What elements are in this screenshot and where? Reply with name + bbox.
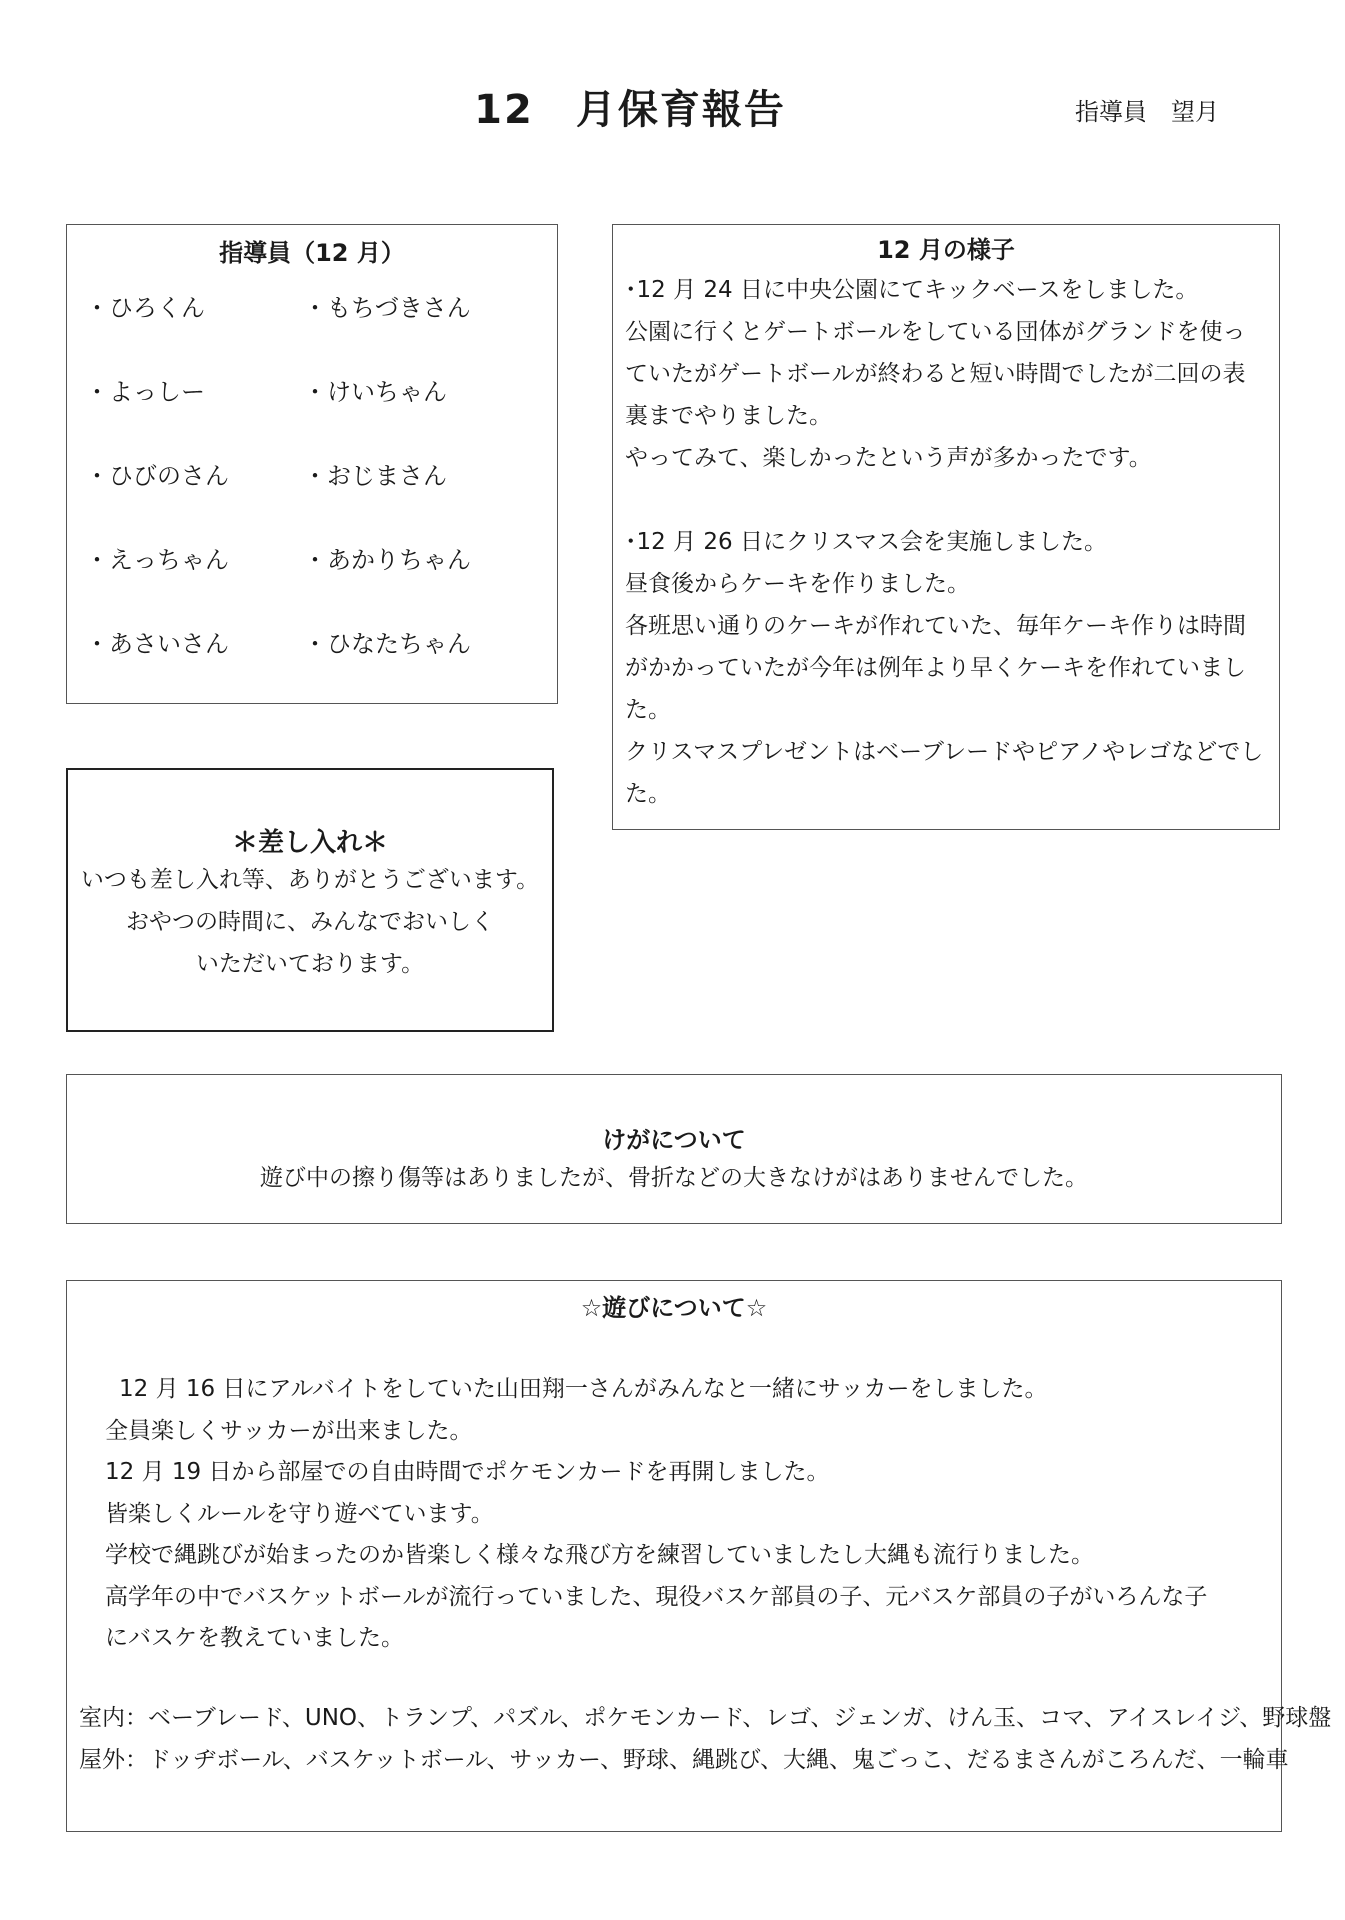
staff-name: ・ひびのさん [85,462,229,490]
staff-name: ・あさいさん [85,630,229,658]
injury-text: 遊び中の擦り傷等はありましたが、骨折などの大きなけがはありませんでした。 [260,1165,1088,1191]
gift-line: いつも差し入れ等、ありがとうございます。 [80,867,540,893]
month-line: がかかっていたが今年は例年より早くケーキを作れていまし [625,655,1246,681]
staff-heading: 指導員（12 月） [219,239,405,267]
month-line: クリスマスプレゼントはベーブレードやピアノやレゴなどでし [625,739,1264,765]
staff-name: ・ひろくん [85,294,205,322]
staff-name: ・もちづきさん [303,294,471,322]
month-line: 公園に行くとゲートボールをしている団体がグランドを使っ [625,319,1246,345]
month-line: ていたがゲートボールが終わると短い時間でしたが二回の表 [625,361,1246,387]
staff-name: ・けいちゃん [303,378,447,406]
play-line: 学校で縄跳びが始まったのか皆楽しく様々な飛び方を練習していましたし大縄も流行りました。 [105,1542,1094,1568]
staff-row [85,627,545,711]
month-report-box [612,224,1280,830]
gift-box [66,768,554,1032]
play-line: 全員楽しくサッカーが出来ました。 [105,1417,473,1444]
outdoor-games: 屋外：ドッヂボール、バスケットボール、サッカー、野球、縄跳び、大縄、鬼ごっこ、だるまさんがころんだ、一輪車 [79,1747,1289,1773]
staff-name: ・ひなたちゃん [303,630,471,658]
play-lists [79,1697,1332,1781]
gift-line: いただいております。 [195,951,425,977]
staff-name: ・あかりちゃん [303,546,471,574]
month-line: た。 [625,697,671,723]
staff-row [85,375,545,459]
staff-box [66,224,558,704]
play-line: 高学年の中でバスケットボールが流行っていました、現役バスケ部員の子、元バスケ部員の子がいろんな子 [105,1583,1208,1610]
month-body [625,269,1271,815]
staff-list [85,291,545,711]
author-label: 指導員 望月 [1075,98,1219,126]
month-heading: 12 月の様子 [877,236,1015,264]
gift-heading: ＊差し入れ＊ [231,828,388,858]
indoor-games: 室内：ベーブレード、UNO、トランプ、パズル、ポケモンカード、レゴ、ジェンガ、けん玉、コマ、アイスレイジ、野球盤 [79,1705,1332,1731]
month-line: やってみて、楽しかったという声が多かったです。 [625,445,1152,471]
month-line: 各班思い通りのケーキが作れていた、毎年ケーキ作りは時間 [625,613,1246,639]
gift-line: おやつの時間に、みんなでおいしく [126,909,494,935]
play-line: にバスケを教えていました。 [105,1625,404,1651]
month-line: 裏までやりました。 [625,403,832,429]
play-box [66,1280,1332,1832]
play-body [105,1369,1261,1660]
play-heading: ☆遊びについて☆ [580,1294,768,1322]
month-line: ･12 月 26 日にクリスマス会を実施しました。 [625,529,1108,555]
staff-row [85,291,545,375]
play-line: 12 月 16 日にアルバイトをしていた山田翔一さんがみんなと一緒にサッカーをしました。 [119,1376,1048,1402]
staff-row [85,543,545,627]
month-line: 昼食後からケーキを作りました。 [625,571,970,597]
injury-heading: けがについて [602,1126,746,1154]
staff-name: ・よっしー [85,378,205,406]
injury-box [66,1074,1282,1224]
month-line: ･12 月 24 日に中央公園にてキックベースをしました。 [625,277,1199,303]
month-spacer [625,479,1271,521]
play-line: 12 月 19 日から部屋での自由時間でポケモンカードを再開しました。 [105,1459,830,1485]
month-line: た。 [625,781,671,807]
staff-row [85,459,545,543]
play-line: 皆楽しくルールを守り遊べています。 [105,1500,494,1527]
page-title: 12 月保育報告 [474,87,786,133]
staff-name: ・えっちゃん [85,546,229,574]
staff-name: ・おじまさん [303,462,447,490]
